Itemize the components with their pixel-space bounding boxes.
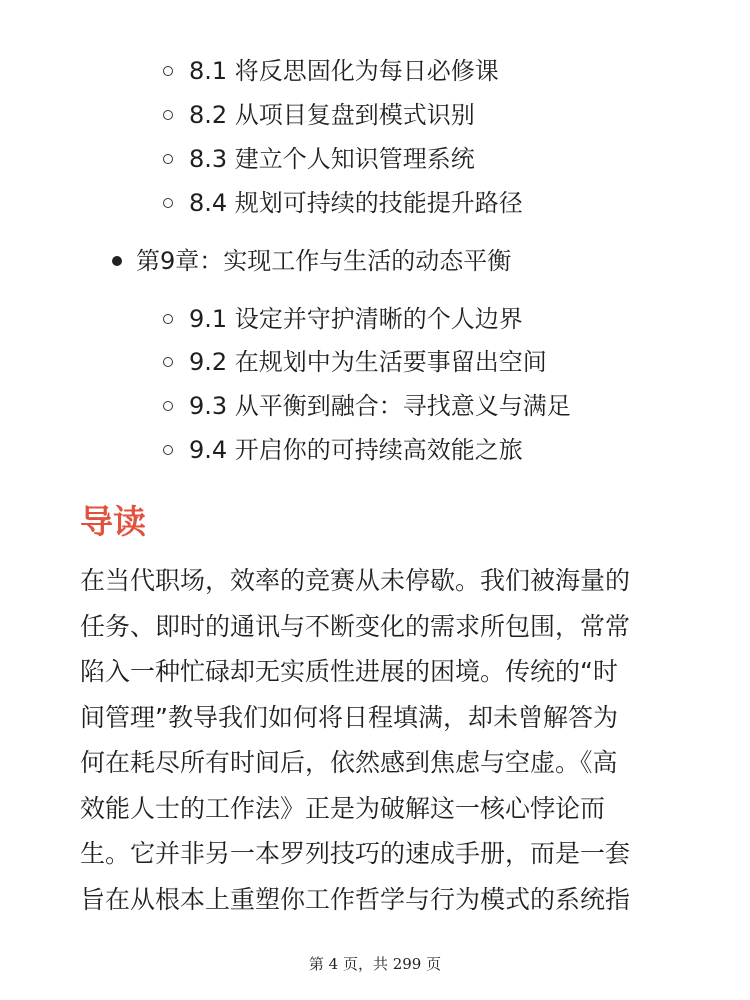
paragraph-line: 陷入一种忙碌却无实质性进展的困境。传统的“时 [80, 657, 618, 686]
hollow-bullet-icon [163, 66, 173, 76]
intro-paragraph [80, 562, 680, 926]
paragraph-line: 生。它并非另一本罗列技巧的速成手册，而是一套 [80, 839, 631, 868]
toc-item-9-3 [163, 389, 571, 423]
toc-item-9-4 [163, 433, 523, 467]
toc-chapter-9 [112, 244, 511, 278]
hollow-bullet-icon [163, 445, 173, 455]
toc-item-label: 9.2 在规划中为生活要事留出空间 [189, 348, 547, 376]
section-heading: 导读 [80, 502, 146, 541]
hollow-bullet-icon [163, 314, 173, 324]
paragraph-line: 何在耗尽所有时间后，依然感到焦虑与空虚。《高 [80, 748, 618, 777]
toc-item-label: 9.3 从平衡到融合：寻找意义与满足 [189, 392, 571, 420]
toc-item-label: 8.4 规划可持续的技能提升路径 [189, 189, 523, 217]
hollow-bullet-icon [163, 401, 173, 411]
toc-item-8-3 [163, 142, 475, 176]
paragraph-line: 在当代职场，效率的竞赛从未停歇。我们被海量的 [80, 566, 631, 595]
filled-bullet-icon [112, 256, 122, 266]
toc-item-8-2 [163, 98, 475, 132]
toc-item-8-1 [163, 54, 499, 88]
hollow-bullet-icon [163, 198, 173, 208]
hollow-bullet-icon [163, 110, 173, 120]
toc-item-label: 9.4 开启你的可持续高效能之旅 [189, 436, 523, 464]
toc-item-label: 8.2 从项目复盘到模式识别 [189, 101, 475, 129]
toc-item-label: 8.1 将反思固化为每日必修课 [189, 57, 499, 85]
toc-item-label: 8.3 建立个人知识管理系统 [189, 145, 475, 173]
page-number: 第 4 页，共 299 页 [308, 955, 442, 973]
paragraph-line: 任务、即时的通讯与不断变化的需求所包围，常常 [80, 611, 631, 641]
toc-item-label: 9.1 设定并守护清晰的个人边界 [189, 305, 523, 333]
paragraph-line: 效能人士的工作法》正是为破解这一核心悖论而 [80, 793, 606, 823]
toc-chapter-title: 第9章：实现工作与生活的动态平衡 [136, 247, 512, 275]
toc-item-9-1 [163, 302, 523, 336]
toc-item-8-4 [163, 186, 523, 220]
hollow-bullet-icon [163, 357, 173, 367]
hollow-bullet-icon [163, 154, 173, 164]
paragraph-line: 间管理”教导我们如何将日程填满，却未曾解答为 [80, 702, 618, 732]
toc-item-9-2 [163, 345, 547, 379]
paragraph-line: 旨在从根本上重塑你工作哲学与行为模式的系统指 [80, 884, 631, 914]
